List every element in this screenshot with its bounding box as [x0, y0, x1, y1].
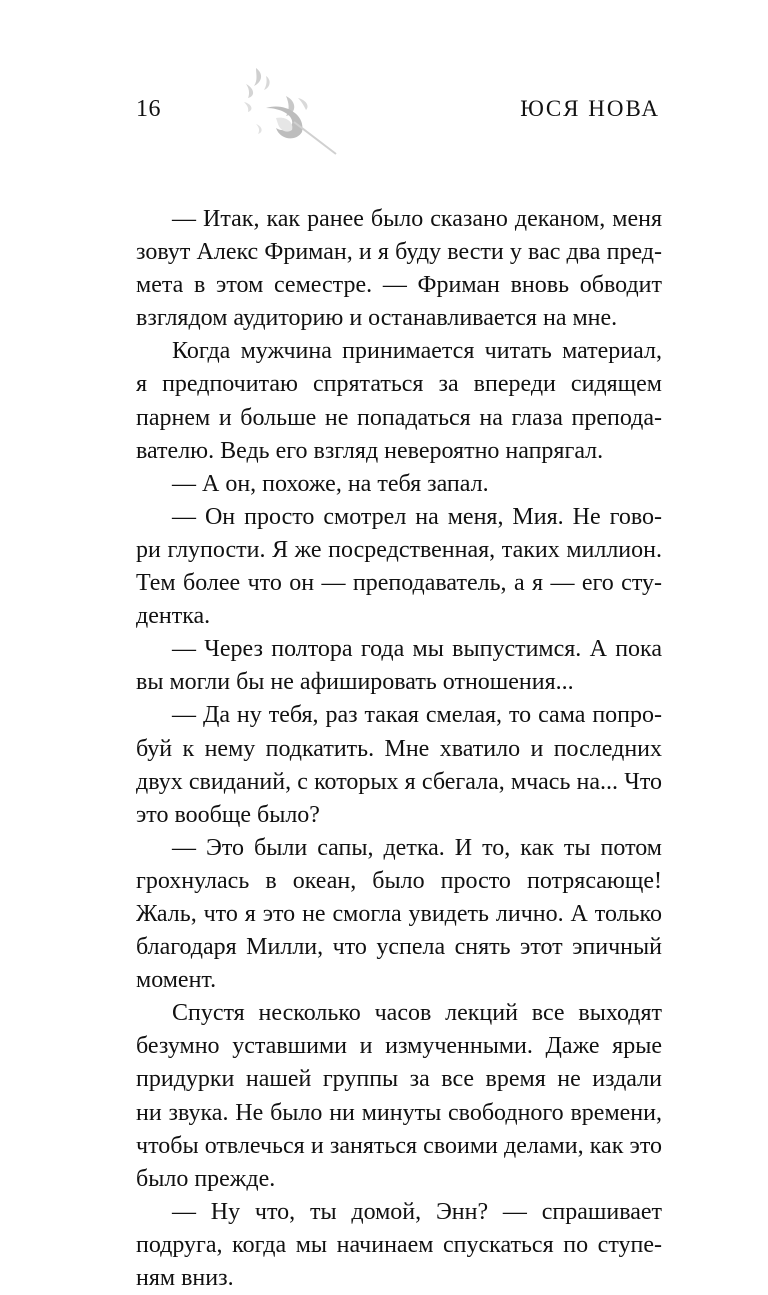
text-line: дентка.: [136, 603, 211, 630]
text-line: вы могли бы не афишировать отношения...: [136, 669, 574, 696]
text-line: — Он просто смотрел на меня, Мия. Не гово-: [172, 503, 662, 530]
text-line: Спустя несколько часов лекций все выходят: [172, 1000, 662, 1027]
text-line: парнем и больше не попадаться на глаза препода-: [136, 404, 662, 431]
text-line: — Через полтора года мы выпустимся. А пока: [172, 636, 662, 663]
text-line: безумно уставшими и измученными. Даже ярые: [136, 1033, 662, 1060]
text-line: — Ну что, ты домой, Энн? — спрашивает: [172, 1198, 662, 1225]
text-line: взглядом аудиторию и останавливается на мне.: [136, 305, 618, 332]
text-line: — Это были сапы, детка. И то, как ты потом: [172, 834, 662, 861]
text-line: буй к нему подкатить. Мне хватило и последних: [136, 735, 662, 762]
text-line: двух свиданий, с которых я сбегала, мчась на... Что: [136, 768, 662, 795]
text-line: придурки нашей группы за все время не издали: [136, 1066, 662, 1093]
text-line: момент.: [136, 967, 217, 994]
text-line: подруга, когда мы начинаем спускаться по ступе-: [136, 1231, 662, 1258]
text-line: это вообще было?: [136, 801, 320, 828]
text-line: мета в этом семестре. — Фриман вновь обводит: [136, 272, 662, 299]
text-line: ням вниз.: [136, 1265, 234, 1291]
text-line: было прежде.: [136, 1165, 276, 1192]
text-line: чтобы отвлечься и заняться своими делами, как это: [136, 1132, 662, 1159]
running-head-author: ЮСЯ НОВА: [520, 96, 660, 121]
text-line: вателю. Ведь его взгляд невероятно напрягал.: [136, 437, 604, 464]
text-line: Когда мужчина принимается читать материал,: [172, 338, 662, 365]
text-line: Тем более что он — преподаватель, а я — его сту-: [136, 570, 662, 597]
text-line: — А он, похоже, на тебя запал.: [172, 470, 489, 497]
page-number: 16: [136, 96, 161, 122]
text-line: благодаря Милли, что успела снять этот эпичный: [136, 934, 662, 961]
feather-ornament-icon: [236, 58, 346, 168]
text-line: Жаль, что я это не смогла увидеть лично. А только: [136, 900, 662, 927]
text-line: ни звука. Не было ни минуты свободного времени,: [136, 1099, 662, 1126]
text-line: — Да ну тебя, раз такая смелая, то сама попро-: [172, 702, 662, 729]
text-line: — Итак, как ранее было сказано деканом, меня: [172, 206, 662, 232]
text-line: ри глупости. Я же посредственная, таких миллион.: [136, 536, 662, 563]
text-line: я предпочитаю спрятаться за впереди сидящем: [136, 371, 662, 398]
text-line: зовут Алекс Фриман, и я буду вести у вас два пред-: [136, 239, 662, 266]
text-line: грохнулась в океан, было просто потрясающе!: [136, 867, 662, 894]
body-text: [136, 203, 662, 1295]
